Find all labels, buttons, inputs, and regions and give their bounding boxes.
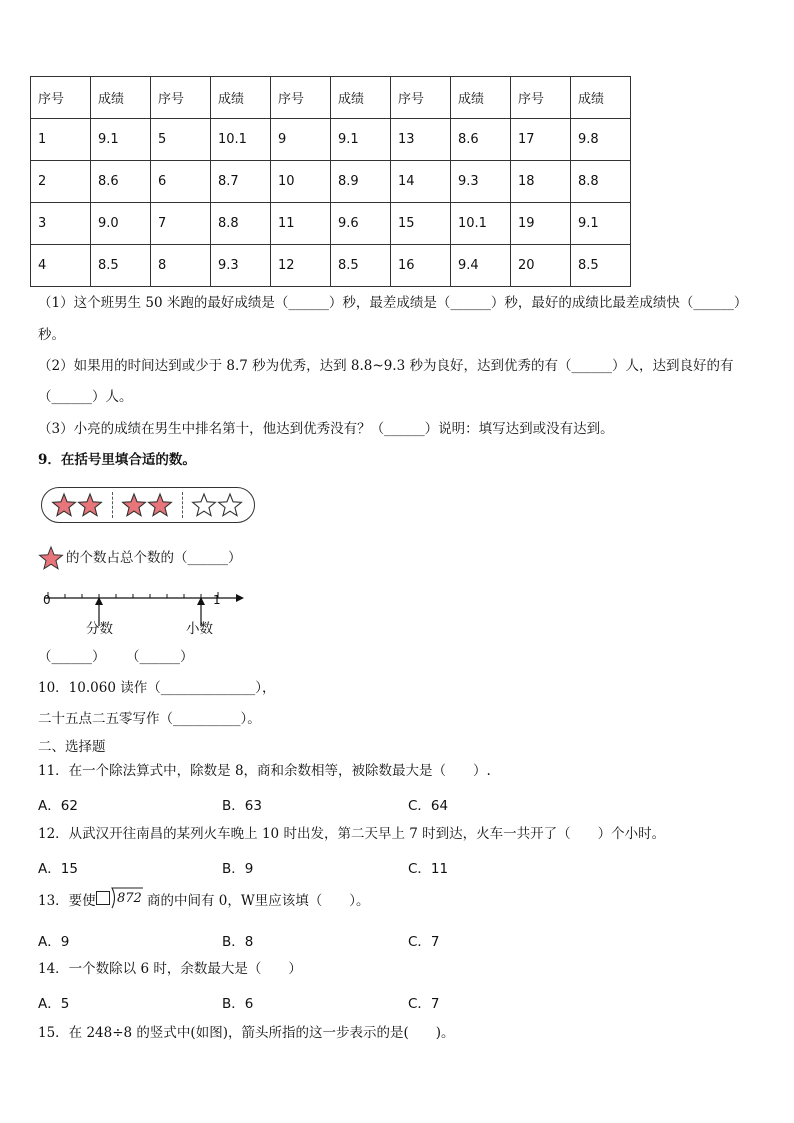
table-cell: 8.6 — [91, 161, 151, 203]
star-fraction-prompt: 的个数占总个数的（______） — [66, 550, 242, 566]
table-header-cell: 序号 — [271, 77, 331, 119]
star-filled-icon — [79, 494, 102, 516]
table-cell: 9 — [271, 119, 331, 161]
label-decimal: 小数 — [186, 621, 213, 637]
table-cell: 9.1 — [91, 119, 151, 161]
q12-option-c: C．11 — [408, 861, 449, 877]
q8-part3: （3）小亮的成绩在男生中排名第十，他达到优秀没有？（______）说明：填写达到或没有达到。 — [38, 421, 614, 437]
star-outline-icon — [193, 494, 216, 516]
table-cell: 9.8 — [571, 119, 631, 161]
section-title-choice: 二、选择题 — [38, 739, 106, 755]
q13-option-a: A．9 — [38, 934, 70, 950]
table-cell: 13 — [391, 119, 451, 161]
table-cell: 7 — [151, 203, 211, 245]
table-cell: 8.5 — [571, 245, 631, 287]
q11-text: 11．在一个除法算式中，除数是 8，商和余数相等，被除数最大是（ ）. — [38, 763, 491, 779]
table-cell: 15 — [391, 203, 451, 245]
table-cell: 8 — [151, 245, 211, 287]
table-header-cell: 序号 — [31, 77, 91, 119]
table-header-row — [31, 77, 631, 119]
table-header-cell: 成绩 — [571, 77, 631, 119]
table-cell: 9.6 — [331, 203, 391, 245]
table-cell: 10.1 — [451, 203, 511, 245]
q11-option-c: C．64 — [408, 798, 449, 814]
q14-option-a: A．5 — [38, 996, 70, 1012]
q15-text: 15．在 248÷8 的竖式中(如图)，箭头所指的这一步表示的是( )。 — [38, 1025, 455, 1041]
label-fraction: 分数 — [86, 621, 113, 637]
star-outline-icon — [219, 494, 242, 516]
q8-part1-line2: 秒。 — [38, 327, 65, 343]
table-cell: 20 — [511, 245, 571, 287]
q13-dividend: 872 — [117, 891, 142, 906]
table-cell: 8.6 — [451, 119, 511, 161]
table-cell: 16 — [391, 245, 451, 287]
blank-box — [96, 891, 110, 905]
q11-option-a: A．62 — [38, 798, 78, 814]
table-cell: 2 — [31, 161, 91, 203]
q12-text: 12．从武汉开往南昌的某列火车晚上 10 时出发，第二天早上 7 时到达，火车一共开了（ ）个小时。 — [38, 826, 666, 842]
table-cell: 8.5 — [331, 245, 391, 287]
table-header-cell: 成绩 — [331, 77, 391, 119]
table-row — [31, 161, 631, 203]
table-header-cell: 序号 — [151, 77, 211, 119]
q10-line1: 10．10.060 读作（______________）， — [38, 680, 276, 696]
table-cell: 8.8 — [571, 161, 631, 203]
q8-part2-line1: （2）如果用的时间达到或少于 8.7 秒为优秀，达到 8.8~9.3 秒为良好，达到优秀的有（______）人，达到良好的有 — [38, 358, 734, 374]
table-cell: 8.5 — [91, 245, 151, 287]
tick-label-0: 0 — [43, 593, 51, 607]
star-group-box — [41, 487, 255, 523]
table-cell: 9.0 — [91, 203, 151, 245]
q14-text: 14．一个数除以 6 时，余数最大是（ ） — [38, 961, 302, 977]
q14-option-b: B．6 — [222, 996, 254, 1012]
table-cell: 1 — [31, 119, 91, 161]
table-cell: 11 — [271, 203, 331, 245]
star-icon — [38, 545, 64, 571]
q8-part2-line2: （______）人。 — [38, 389, 133, 405]
q8-part1-line1: （1）这个班男生 50 米跑的最好成绩是（______）秒，最差成绩是（______）秒，最好的成绩比最差成绩快（______） — [38, 295, 748, 311]
table-cell: 14 — [391, 161, 451, 203]
blank-fraction: （______） — [38, 649, 106, 665]
table-cell: 17 — [511, 119, 571, 161]
table-header-cell: 成绩 — [91, 77, 151, 119]
table-cell: 19 — [511, 203, 571, 245]
star-filled-icon — [123, 494, 146, 516]
tick-label-1: 1 — [213, 593, 221, 607]
table-cell: 4 — [31, 245, 91, 287]
table-cell: 9.3 — [451, 161, 511, 203]
table-cell: 9.4 — [451, 245, 511, 287]
star-filled-icon — [53, 494, 76, 516]
blank-decimal: （______） — [126, 649, 194, 665]
q13-option-b: B．8 — [222, 934, 254, 950]
table-cell: 12 — [271, 245, 331, 287]
table-cell: 9.1 — [331, 119, 391, 161]
table-cell: 8.8 — [211, 203, 271, 245]
table-row — [31, 245, 631, 287]
table-cell: 18 — [511, 161, 571, 203]
q12-option-b: B．9 — [222, 861, 254, 877]
q14-option-c: C．7 — [408, 996, 440, 1012]
score-table — [30, 76, 631, 287]
q13-text-after: 商的中间有 0，W里应该填（ ）。 — [147, 893, 370, 909]
table-cell: 5 — [151, 119, 211, 161]
table-header-cell: 成绩 — [211, 77, 271, 119]
table-row — [31, 203, 631, 245]
q9-title: 9．在括号里填合适的数。 — [38, 452, 196, 468]
number-line-arrowhead — [236, 594, 244, 602]
table-cell: 10.1 — [211, 119, 271, 161]
star-filled-icon — [149, 494, 172, 516]
table-header-cell: 序号 — [391, 77, 451, 119]
q13-option-c: C．7 — [408, 934, 440, 950]
table-cell: 9.3 — [211, 245, 271, 287]
table-cell: 9.1 — [571, 203, 631, 245]
table-cell: 6 — [151, 161, 211, 203]
table-cell: 10 — [271, 161, 331, 203]
table-row — [31, 119, 631, 161]
table-cell: 8.9 — [331, 161, 391, 203]
q12-option-a: A．15 — [38, 861, 78, 877]
table-cell: 3 — [31, 203, 91, 245]
star-row — [42, 488, 254, 522]
table-header-cell: 序号 — [511, 77, 571, 119]
q10-line2: 二十五点二五零写作（__________）。 — [38, 711, 261, 727]
q13-text-before: 13．要使 — [38, 893, 96, 909]
table-header-cell: 成绩 — [451, 77, 511, 119]
q11-option-b: B．63 — [222, 798, 262, 814]
table-cell: 8.7 — [211, 161, 271, 203]
